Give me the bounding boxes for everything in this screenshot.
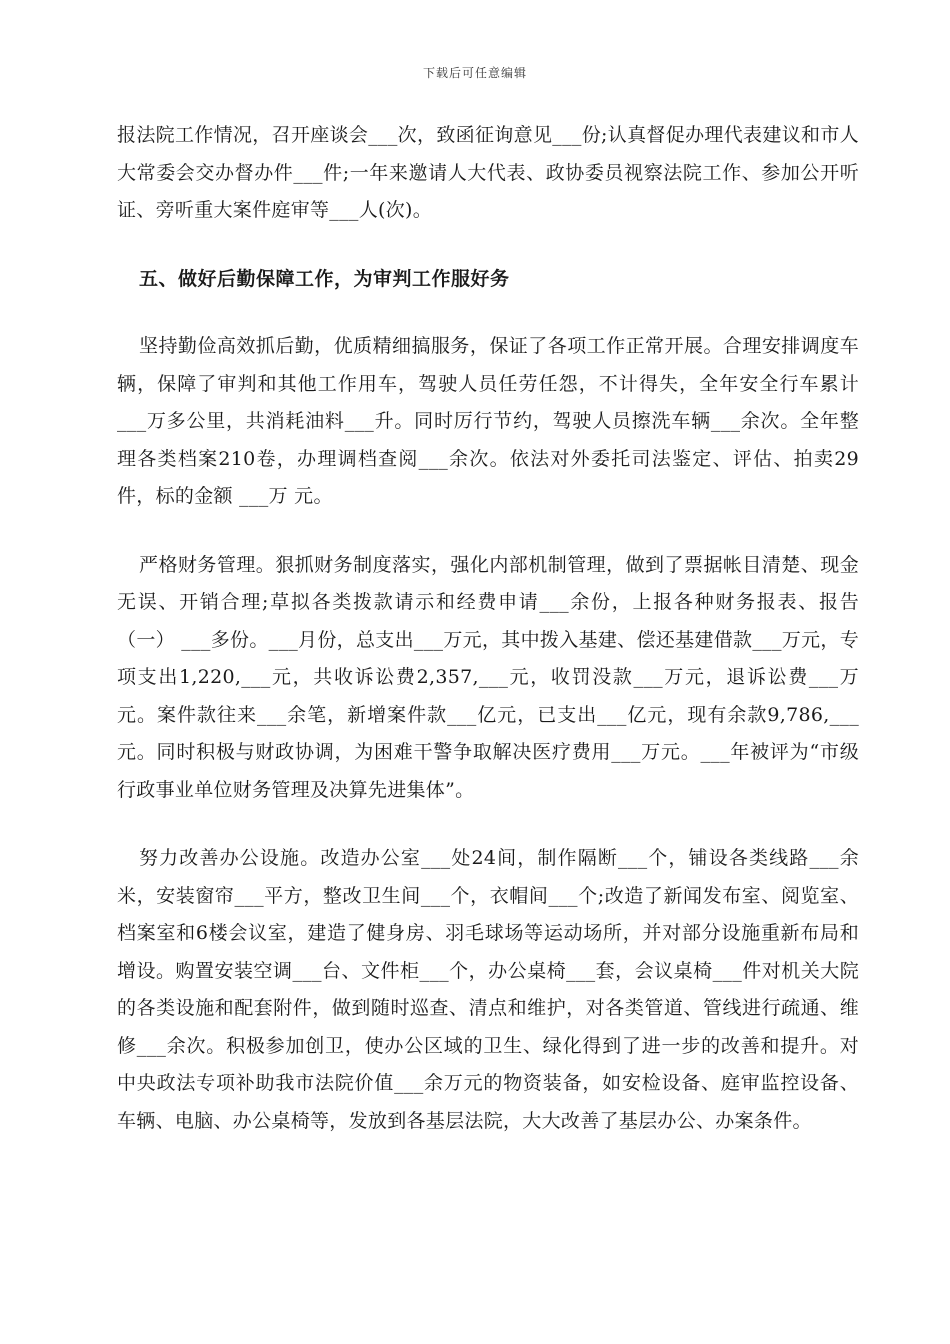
paragraph-logistics: 坚持勤俭高效抓后勤，优质精细搞服务，保证了各项工作正常开展。合理安排调度车辆，保障了审判和其他工作用车，驾驶人员任劳任怨，不计得失，全年安全行车累计___万多公里，共消耗油料___升。同时厉行节约，驾驶人员擦洗车辆___余次。全年整理各类档案210卷，办理调档查阅___余次。依法对外委托司法鉴定、评估、拍卖29 件，标的金额 ___万 元。	[117, 335, 859, 507]
paragraph-facilities: 努力改善办公设施。改造办公室___处24间，制作隔断___个，铺设各类线路___余米，安装窗帘___平方，整改卫生间___个，衣帽间___个;改造了新闻发布室、阅览室、档案室和6楼会议室，建造了健身房、羽毛球场等运动场所，并对部分设施重新布局和增设。购置安装空调___台、文件柜___个，办公桌椅___套，会议桌椅___件对机关大院的各类设施和配套附件，做到随时巡查、清点和维护，对各类管道、管线进行疏通、维修___余次。积极参加创卫，使办公区域的卫生、绿化得到了进一步的改善和提升。对中央政法专项补助我市法院价值___余万元的物资装备，如安检设备、庭审监控设备、车辆、电脑、办公桌椅等，发放到各基层法院，大大改善了基层办公、办案条件。	[117, 847, 859, 1132]
paragraph-continuation: 报法院工作情况，召开座谈会___次，致函征询意见___份;认真督促办理代表建议和市人大常委会交办督办件___件;一年来邀请人大代表、政协委员视察法院工作、参加公开听证、旁听重大案件庭审等___人(次)。	[117, 124, 859, 221]
section-heading: 五、做好后勤保障工作，为审判工作服好务	[139, 267, 510, 290]
header-note: 下载后可任意编辑	[422, 66, 527, 80]
document-body	[117, 117, 859, 1140]
paragraph-finance: 严格财务管理。狠抓财务制度落实，强化内部机制管理，做到了票据帐目清楚、现金无误、开销合理;草拟各类拨款请示和经费申请___余份，上报各种财务报表、报告（一） ___多份。___月份，总支出___万元，其中拨入基建、偿还基建借款___万元，专项支出1,220,___元，共收诉讼费2,357,___元，收罚没款___万元，退诉讼费___万元。案件款往来___余笔，新增案件款___亿元，已支出___亿元，现有余款9,786,___元。同时积极与财政协调，为困难干警争取解决医疗费用___万元。___年被评为“市级行政事业单位财务管理及决算先进集体”。	[117, 553, 859, 801]
